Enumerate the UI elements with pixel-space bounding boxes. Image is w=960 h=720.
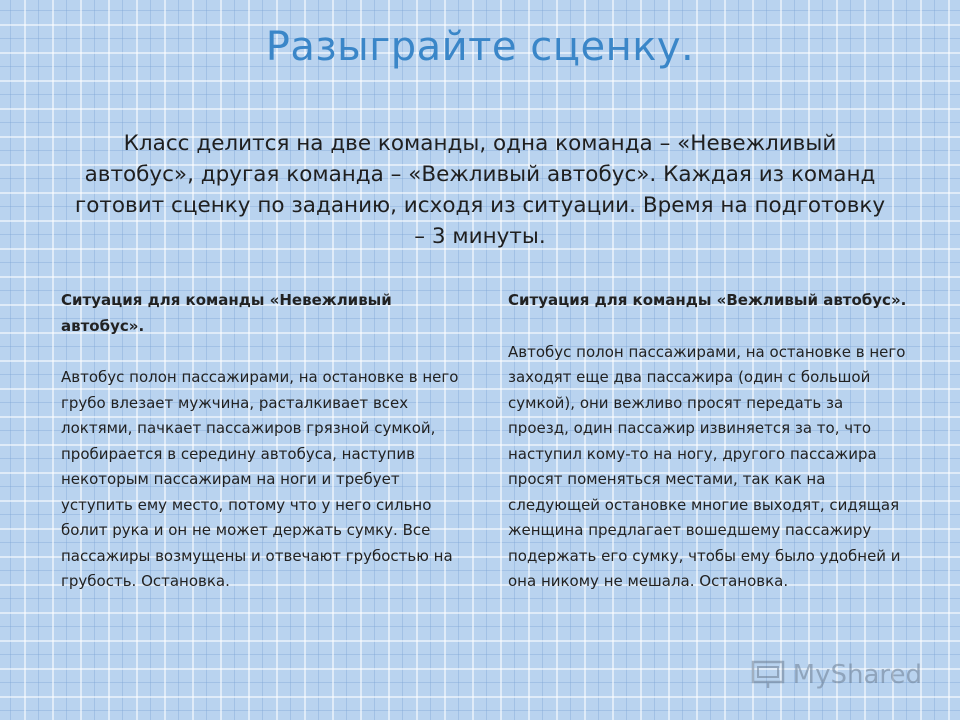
- right-column-text: Автобус полон пассажирами, на остановке в него заходят еще два пассажира (один с большой сумкой), они вежливо просят передать за проезд, один пассажир извиняется за то, что наступил кому-то на ногу, другого пассажира просят поменяться местами, так как на следующей остановке многие выходят, сидящая женщина предлагает вошедшему пассажиру подержать его сумку, чтобы ему было удобней и она никому не мешала. Остановка.: [508, 342, 906, 590]
- presentation-icon: [751, 660, 787, 690]
- left-column-heading: Ситуация для команды «Невежливый автобус».: [61, 291, 392, 335]
- left-column: [61, 288, 461, 595]
- watermark-logo: [751, 658, 922, 692]
- slide-title: Разыграйте сценку.: [265, 24, 695, 70]
- left-column-text: Автобус полон пассажирами, на остановке в него грубо влезает мужчина, расталкивает всех локтями, пачкает пассажиров грязной сумкой, пробирается в середину автобуса, наступив некоторым пассажирам на ноги и требует уступить ему место, потому что у него сильно болит рука и он не может держать сумку. Все пассажиры возмущены и отвечают грубостью на грубость. Остановка.: [61, 368, 459, 590]
- watermark-text: MyShared: [792, 660, 922, 690]
- intro-paragraph: Класс делится на две команды, одна команда – «Невежливый автобус», другая команда – «Вежливый автобус». Каждая из команд готовит сценку по заданию, исходя из ситуации. Время на подготовку – 3 минуты.: [74, 131, 886, 249]
- right-column-heading: Ситуация для команды «Вежливый автобус».: [508, 291, 907, 309]
- right-column: [508, 288, 908, 595]
